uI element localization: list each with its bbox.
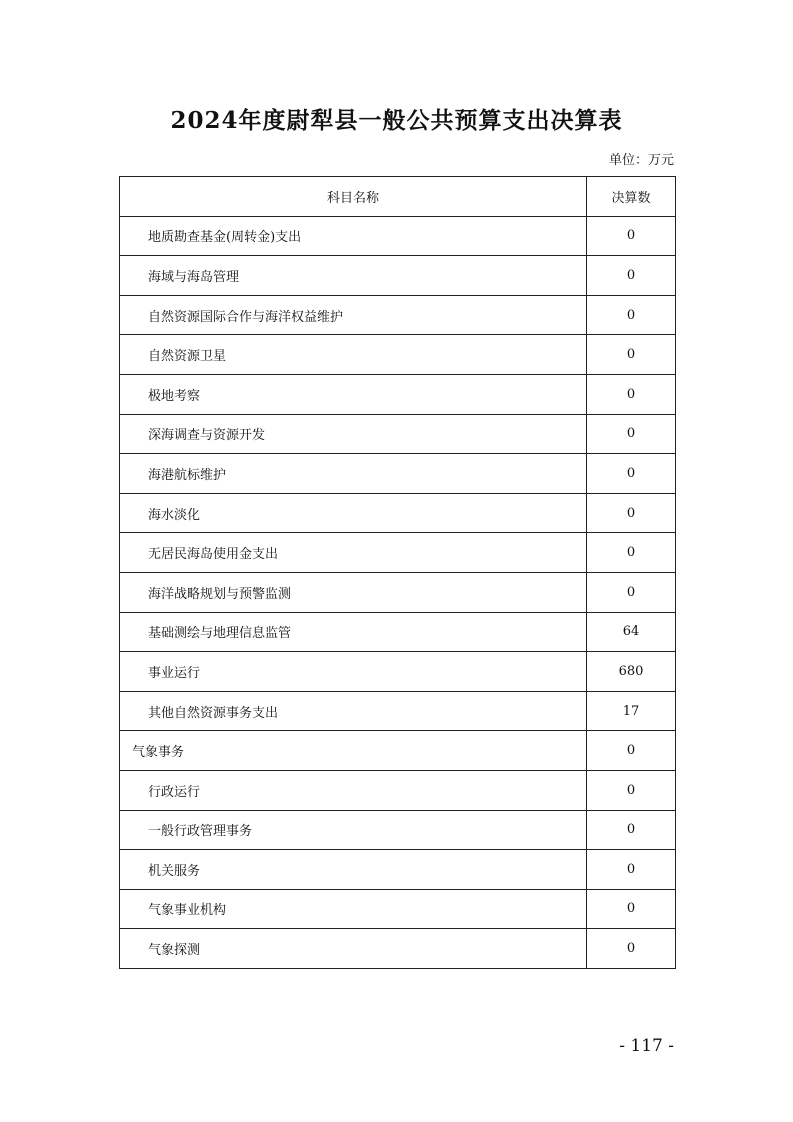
subject-name-cell: 气象事务 [120,731,587,771]
subject-name-cell: 气象事业机构 [120,889,587,929]
subject-name-cell: 事业运行 [120,652,587,692]
table-row [120,652,676,692]
final-amount-cell: 0 [587,850,676,890]
table-row [120,691,676,731]
column-header-subject-name: 科目名称 [120,177,587,217]
subject-name-cell: 自然资源国际合作与海洋权益维护 [120,295,587,335]
final-amount-cell: 0 [587,295,676,335]
table-row [120,414,676,454]
subject-name-cell: 极地考察 [120,374,587,414]
column-header-final-amount: 决算数 [587,177,676,217]
subject-name-cell: 基础测绘与地理信息监管 [120,612,587,652]
table-row [120,533,676,573]
table-header-row [120,177,676,217]
unit-label: 单位：万元 [608,153,674,168]
table-row [120,454,676,494]
subject-name-cell: 自然资源卫星 [120,335,587,375]
final-amount-cell: 0 [587,731,676,771]
table-row [120,256,676,296]
table-body [120,216,676,968]
final-amount-cell: 0 [587,216,676,256]
subject-name-cell: 行政运行 [120,770,587,810]
table-row [120,374,676,414]
subject-name-cell: 海洋战略规划与预警监测 [120,572,587,612]
table-row [120,216,676,256]
subject-name-cell: 机关服务 [120,850,587,890]
final-amount-cell: 0 [587,889,676,929]
final-amount-cell: 0 [587,810,676,850]
subject-name-cell: 气象探测 [120,929,587,969]
final-amount-cell: 0 [587,454,676,494]
table-row [120,731,676,771]
page-number: - 117 - [619,1036,674,1056]
budget-table [119,176,676,969]
table-row [120,770,676,810]
table-row [120,612,676,652]
table-row [120,493,676,533]
final-amount-cell: 0 [587,929,676,969]
final-amount-cell: 0 [587,374,676,414]
final-amount-cell: 0 [587,770,676,810]
subject-name-cell: 其他自然资源事务支出 [120,691,587,731]
table-row [120,335,676,375]
page-title: 2024年度尉犁县一般公共预算支出决算表 [170,107,623,134]
subject-name-cell: 深海调查与资源开发 [120,414,587,454]
final-amount-cell: 0 [587,533,676,573]
final-amount-cell: 680 [587,652,676,692]
final-amount-cell: 0 [587,414,676,454]
table-row [120,889,676,929]
table-row [120,929,676,969]
table-row [120,850,676,890]
final-amount-cell: 0 [587,335,676,375]
subject-name-cell: 一般行政管理事务 [120,810,587,850]
table-row [120,572,676,612]
final-amount-cell: 17 [587,691,676,731]
table-row [120,295,676,335]
final-amount-cell: 0 [587,493,676,533]
subject-name-cell: 海港航标维护 [120,454,587,494]
subject-name-cell: 无居民海岛使用金支出 [120,533,587,573]
final-amount-cell: 0 [587,256,676,296]
subject-name-cell: 海域与海岛管理 [120,256,587,296]
subject-name-cell: 地质勘查基金(周转金)支出 [120,216,587,256]
table-row [120,810,676,850]
final-amount-cell: 64 [587,612,676,652]
final-amount-cell: 0 [587,572,676,612]
subject-name-cell: 海水淡化 [120,493,587,533]
